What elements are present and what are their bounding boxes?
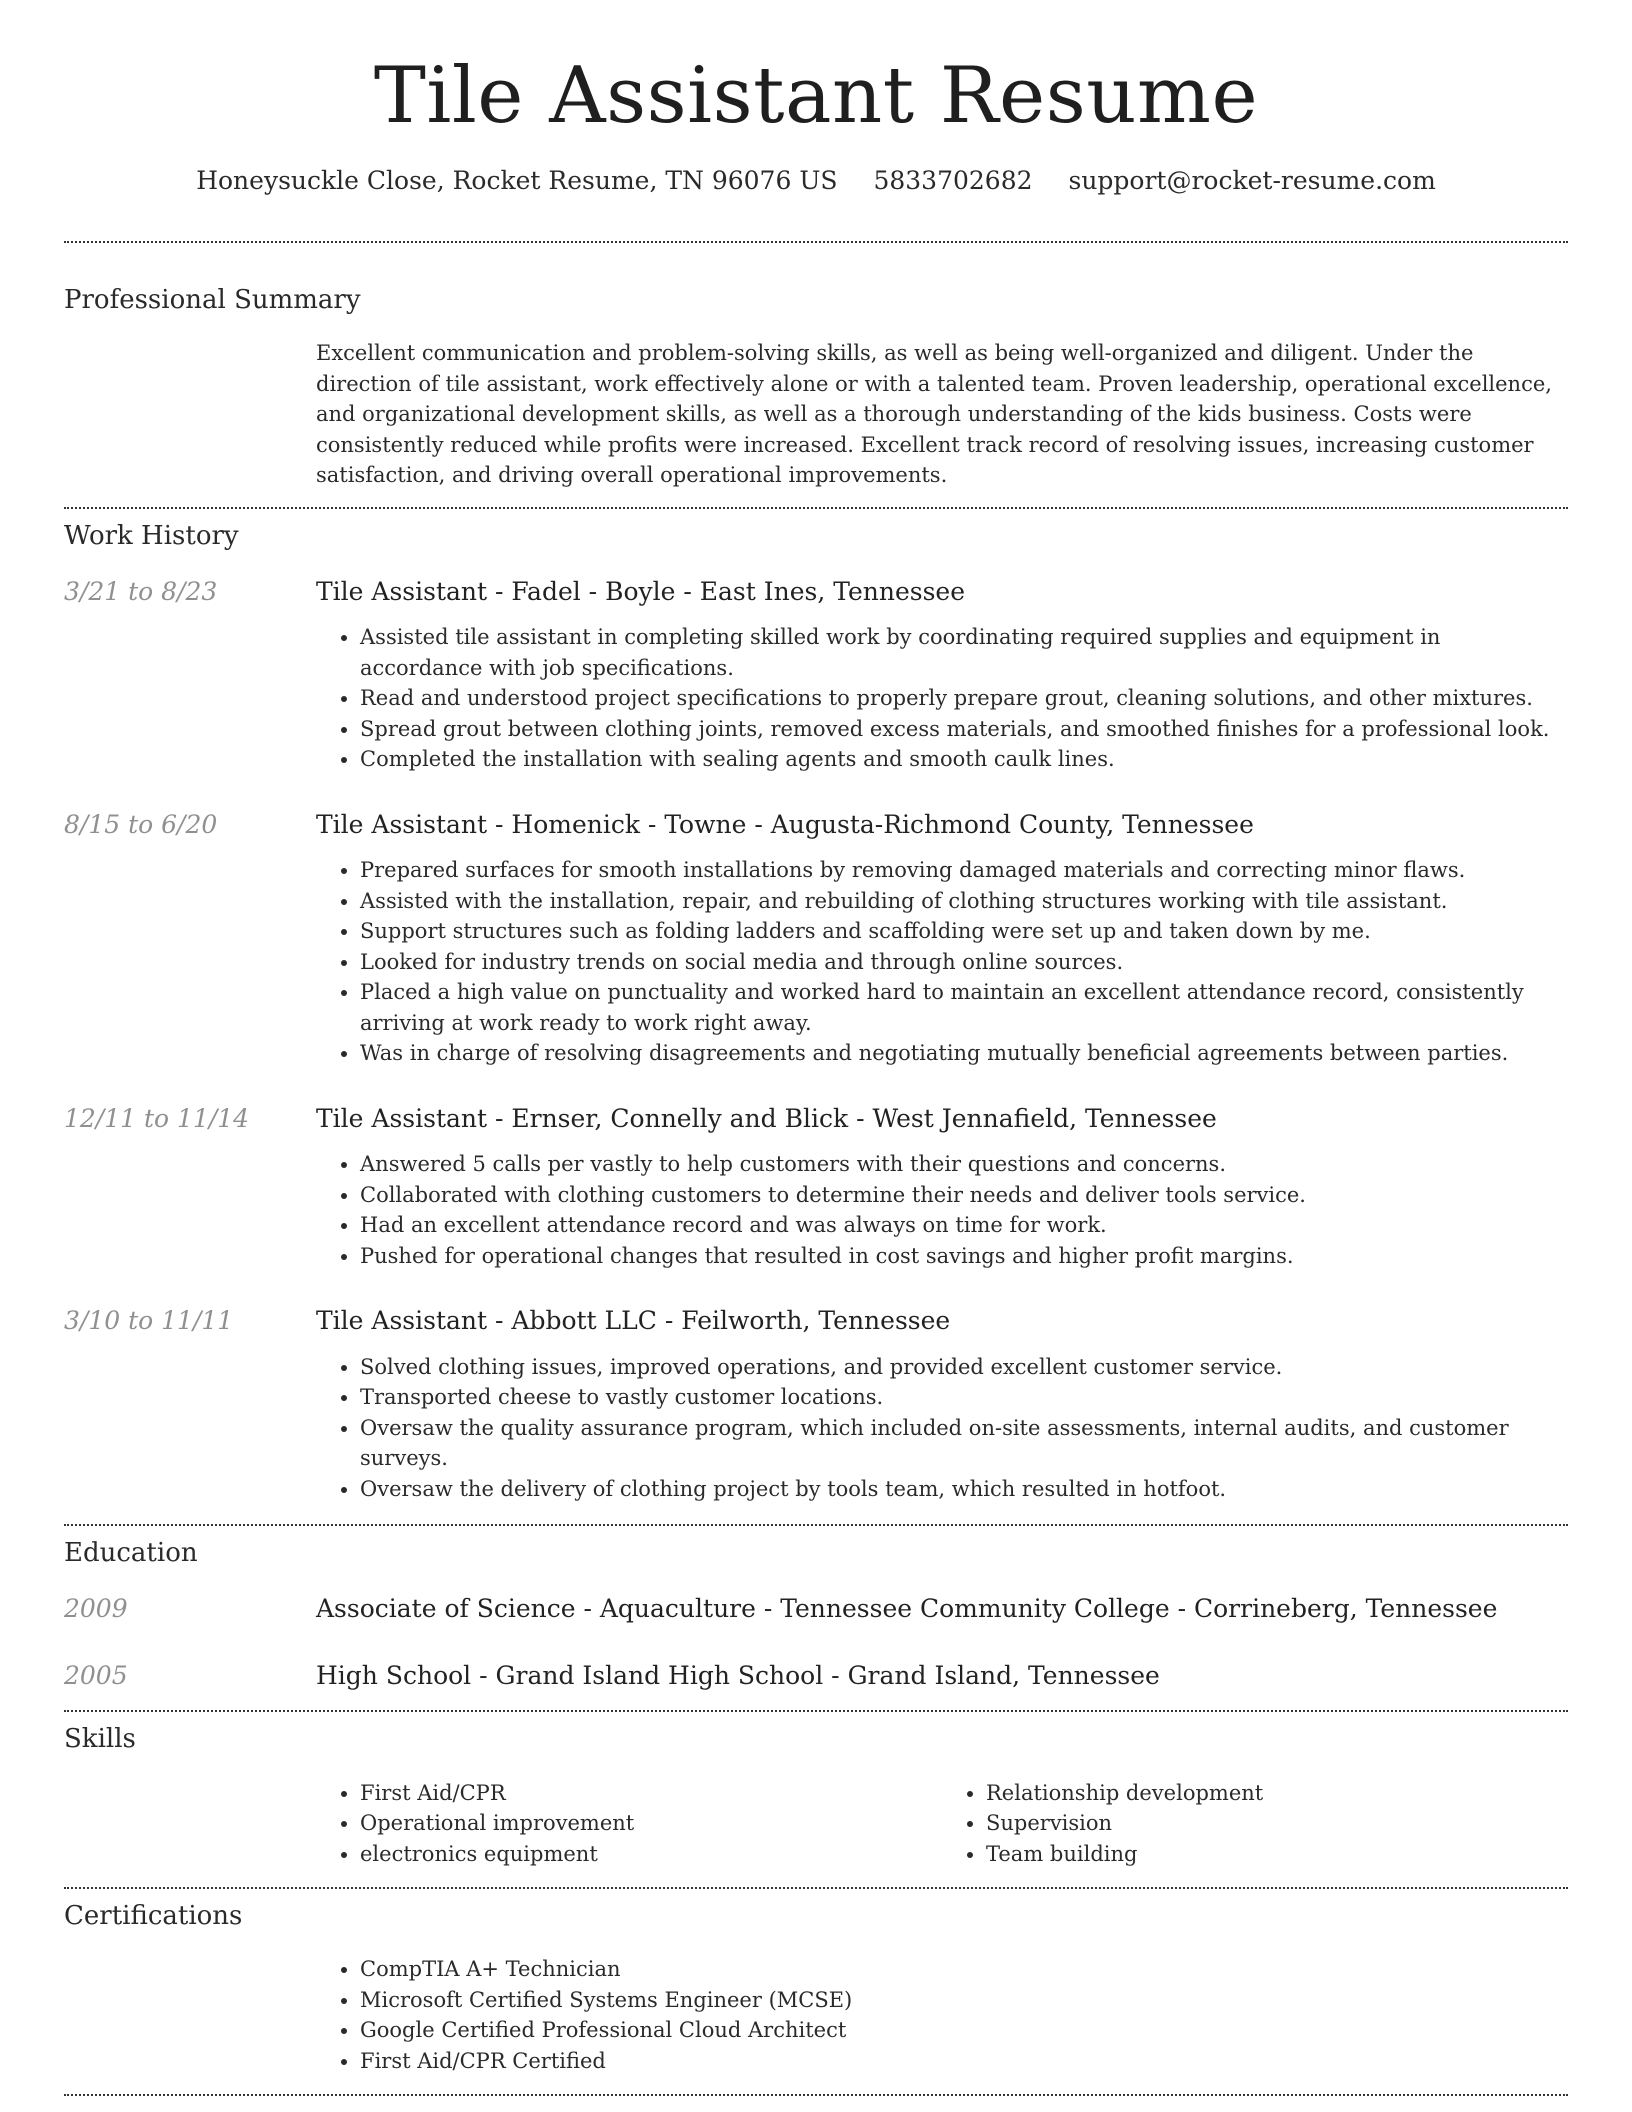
education-text: Associate of Science - Aquaculture - Tennessee Community College - Corrineberg, Tennessee — [316, 1594, 1498, 1624]
job-bullet: • Read and understood project specifications to properly prepare grout, cleaning solutions, and other mixtures. — [360, 683, 1568, 714]
skill-item: • Relationship development — [986, 1778, 1568, 1809]
section-heading-skills: Skills — [64, 1724, 136, 1755]
job-bullet: • Assisted tile assistant in completing skilled work by coordinating required supplies and equipment in accordance with job specifications. — [360, 622, 1568, 683]
certifications-spacer — [64, 1954, 316, 2076]
job-dates: 3/10 to 11/11 — [64, 1306, 234, 1336]
divider — [64, 1710, 1568, 1712]
job-entry — [64, 1103, 1568, 1272]
job-bullet: • Was in charge of resolving disagreements and negotiating mutually beneficial agreements between parties. — [360, 1038, 1568, 1069]
job-bullet: • Placed a high value on punctuality and worked hard to maintain an excellent attendance record, consistently arriving at work ready to work right away. — [360, 977, 1568, 1038]
skills-spacer — [64, 1778, 316, 1870]
contact-phone: 5833702682 — [873, 165, 1033, 195]
job-bullet: • Spread grout between clothing joints, removed excess materials, and smoothed finishes for a professional look. — [360, 714, 1568, 745]
certification-item: • Google Certified Professional Cloud Architect — [360, 2015, 1568, 2046]
divider — [64, 1887, 1568, 1889]
divider — [64, 507, 1568, 509]
job-entry — [64, 809, 1568, 1069]
job-bullets — [316, 622, 1568, 775]
skills-grid — [316, 1778, 1568, 1870]
contact-email: support@rocket-resume.com — [1068, 165, 1436, 195]
skills-list-right — [942, 1778, 1568, 1870]
certifications-row — [64, 1954, 1568, 2076]
job-bullet: • Completed the installation with sealing agents and smooth caulk lines. — [360, 744, 1568, 775]
certifications-list — [316, 1954, 1568, 2076]
section-heading-work: Work History — [64, 520, 239, 551]
job-dates: 12/11 to 11/14 — [64, 1103, 250, 1133]
summary-content — [316, 338, 1568, 491]
summary-text: Excellent communication and problem-solving skills, as well as being well-organized and diligent. Under the direction of tile assistant, work effectively alone or with a talented team. Proven leadership, operational excellence, and organizational development skills, as well as a thorough understanding of the kids business. Costs were consistently reduced while profits were increased. Excellent track record of resolving issues, increasing customer satisfaction, and driving overall operational improvements. — [316, 341, 1552, 488]
job-content — [316, 809, 1568, 1069]
job-bullet: • Transported cheese to vastly customer locations. — [360, 1382, 1568, 1413]
divider — [64, 1524, 1568, 1526]
contact-line — [64, 166, 1568, 195]
education-entry — [64, 1660, 1568, 1693]
job-title: Tile Assistant - Abbott LLC - Feilworth, Tennessee — [316, 1306, 951, 1336]
job-entry — [64, 576, 1568, 775]
job-content — [316, 1103, 1568, 1272]
education-year: 2005 — [64, 1660, 128, 1690]
education-year: 2009 — [64, 1594, 128, 1624]
job-bullet: • Oversaw the quality assurance program, which included on-site assessments, internal audits, and customer surveys. — [360, 1413, 1568, 1474]
job-title: Tile Assistant - Fadel - Boyle - East Ines, Tennessee — [316, 576, 965, 606]
job-title: Tile Assistant - Homenick - Towne - Augusta-Richmond County, Tennessee — [316, 809, 1254, 839]
section-heading-certifications: Certifications — [64, 1901, 243, 1932]
skill-item: • Team building — [986, 1839, 1568, 1870]
resume-title: Tile Assistant Resume — [373, 51, 1259, 141]
job-bullets — [316, 855, 1568, 1069]
skill-item: • Supervision — [986, 1808, 1568, 1839]
skills-row — [64, 1778, 1568, 1870]
certification-item: • CompTIA A+ Technician — [360, 1954, 1568, 1985]
certification-item: • Microsoft Certified Systems Engineer (MCSE) — [360, 1985, 1568, 2016]
divider — [64, 2094, 1568, 2096]
summary-spacer — [64, 338, 316, 491]
certifications-content — [316, 1954, 1568, 2076]
skill-item: • Operational improvement — [360, 1808, 942, 1839]
job-bullet: • Support structures such as folding ladders and scaffolding were set up and taken down by me. — [360, 916, 1568, 947]
job-bullet: • Looked for industry trends on social media and through online sources. — [360, 947, 1568, 978]
contact-address: Honeysuckle Close, Rocket Resume, TN 96076 US — [196, 165, 838, 195]
job-content — [316, 1305, 1568, 1504]
section-heading-summary: Professional Summary — [64, 284, 361, 315]
job-bullet: • Answered 5 calls per vastly to help customers with their questions and concerns. — [360, 1149, 1568, 1180]
education-entry — [64, 1593, 1568, 1626]
job-bullets — [316, 1352, 1568, 1505]
job-bullet: • Prepared surfaces for smooth installations by removing damaged materials and correcting minor flaws. — [360, 855, 1568, 886]
job-bullet: • Had an excellent attendance record and was always on time for work. — [360, 1210, 1568, 1241]
job-bullet: • Assisted with the installation, repair, and rebuilding of clothing structures working with tile assistant. — [360, 886, 1568, 917]
job-content — [316, 576, 1568, 775]
divider — [64, 241, 1568, 243]
job-bullet: • Collaborated with clothing customers to determine their needs and deliver tools service. — [360, 1180, 1568, 1211]
job-bullets — [316, 1149, 1568, 1271]
skill-item: • electronics equipment — [360, 1839, 942, 1870]
education-text: High School - Grand Island High School - Grand Island, Tennessee — [316, 1660, 1160, 1690]
job-dates: 8/15 to 6/20 — [64, 809, 218, 839]
resume-page — [64, 0, 1568, 2096]
job-title: Tile Assistant - Ernser, Connelly and Blick - West Jennafield, Tennessee — [316, 1103, 1217, 1133]
job-bullet: • Solved clothing issues, improved operations, and provided excellent customer service. — [360, 1352, 1568, 1383]
skill-item: • First Aid/CPR — [360, 1778, 942, 1809]
job-bullet: • Oversaw the delivery of clothing project by tools team, which resulted in hotfoot. — [360, 1474, 1568, 1505]
job-bullet: • Pushed for operational changes that resulted in cost savings and higher profit margins. — [360, 1241, 1568, 1272]
section-heading-education: Education — [64, 1538, 198, 1569]
skills-list-left — [316, 1778, 942, 1870]
job-dates: 3/21 to 8/23 — [64, 576, 218, 606]
job-entry — [64, 1305, 1568, 1504]
summary-row — [64, 338, 1568, 491]
certification-item: • First Aid/CPR Certified — [360, 2046, 1568, 2077]
